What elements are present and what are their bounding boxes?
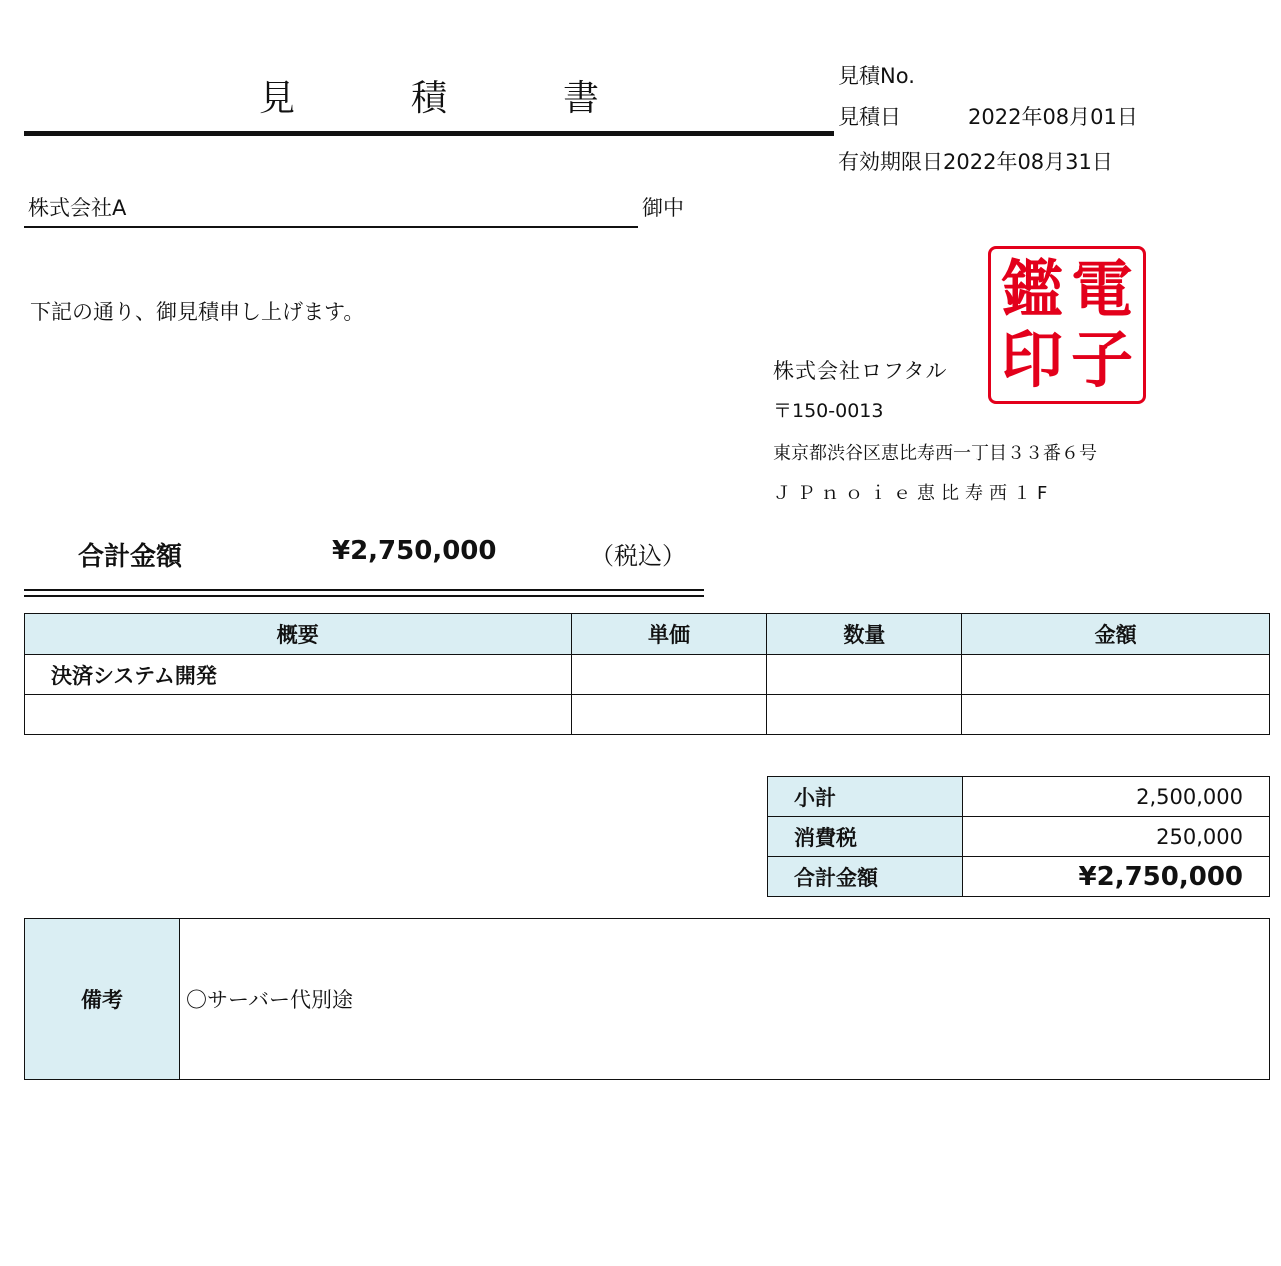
seal-char-4: 鑑 [1000,253,1063,326]
total-double-rule-top [24,589,704,591]
meta-expiry-date-value: 2022年08月31日 [943,150,1113,174]
issuer-postal-code: 〒150-0013 [773,400,884,422]
total-label: 合計金額 [78,542,183,572]
greeting-text: 下記の通り、御見積申し上げます。 [30,300,365,324]
notes-table [24,918,1270,1080]
item-description [25,695,572,735]
items-header-summary: 概要 [25,614,572,655]
total-double-rule-bottom [24,595,704,597]
items-header-unit-price: 単価 [571,614,767,655]
item-quantity [767,695,962,735]
item-amount [962,695,1270,735]
document-title: 見 積 書 [258,78,639,119]
table-row [25,695,1270,735]
seal-char-1: 電 [1070,253,1133,326]
subtotal-label: 小計 [768,777,963,817]
tax-value: 250,000 [963,817,1270,857]
meta-expiry-date-label: 有効期限日 [838,150,943,174]
issuer-address-line1: 東京都渋谷区恵比寿西一丁目３３番６号 [773,443,1097,464]
seal-char-3: 印 [1000,323,1063,396]
issuer-company: 株式会社ロフタル [773,359,948,383]
client-honorific: 御中 [642,196,684,220]
meta-estimate-date-value: 2022年08月01日 [968,105,1138,129]
table-row [25,655,1270,695]
items-header-quantity: 数量 [767,614,962,655]
company-seal-stamp [988,246,1146,404]
items-table [24,613,1270,735]
item-quantity [767,655,962,695]
meta-estimate-no [838,60,968,90]
items-header-row [25,614,1270,655]
tax-label: 消費税 [768,817,963,857]
meta-estimate-no-label: 見積No. [838,64,915,88]
item-amount [962,655,1270,695]
notes-label: 備考 [25,919,180,1080]
title-underline [24,131,834,136]
grand-total-label: 合計金額 [768,857,963,897]
notes-text: 〇サーバー代別途 [180,919,1270,1080]
subtotal-row [768,777,1270,817]
grand-total-value: ¥2,750,000 [963,857,1270,897]
item-unit-price [571,655,767,695]
total-amount: ¥2,750,000 [332,536,497,566]
item-description: 決済システム開発 [25,655,572,695]
client-name: 株式会社A [28,196,127,220]
meta-estimate-date-label: 見積日 [838,105,901,129]
tax-row [768,817,1270,857]
client-underline [24,226,638,228]
meta-estimate-date [838,101,1138,131]
summary-table [767,776,1270,897]
items-header-amount: 金額 [962,614,1270,655]
total-tax-note: （税込） [590,542,686,570]
subtotal-value: 2,500,000 [963,777,1270,817]
grand-total-row [768,857,1270,897]
meta-expiry-date [838,146,1113,176]
notes-row [25,919,1270,1080]
item-unit-price [571,695,767,735]
issuer-address-line2: ＪＰｎｏｉｅ恵比寿西１F [773,483,1054,504]
seal-char-2: 子 [1070,323,1133,396]
